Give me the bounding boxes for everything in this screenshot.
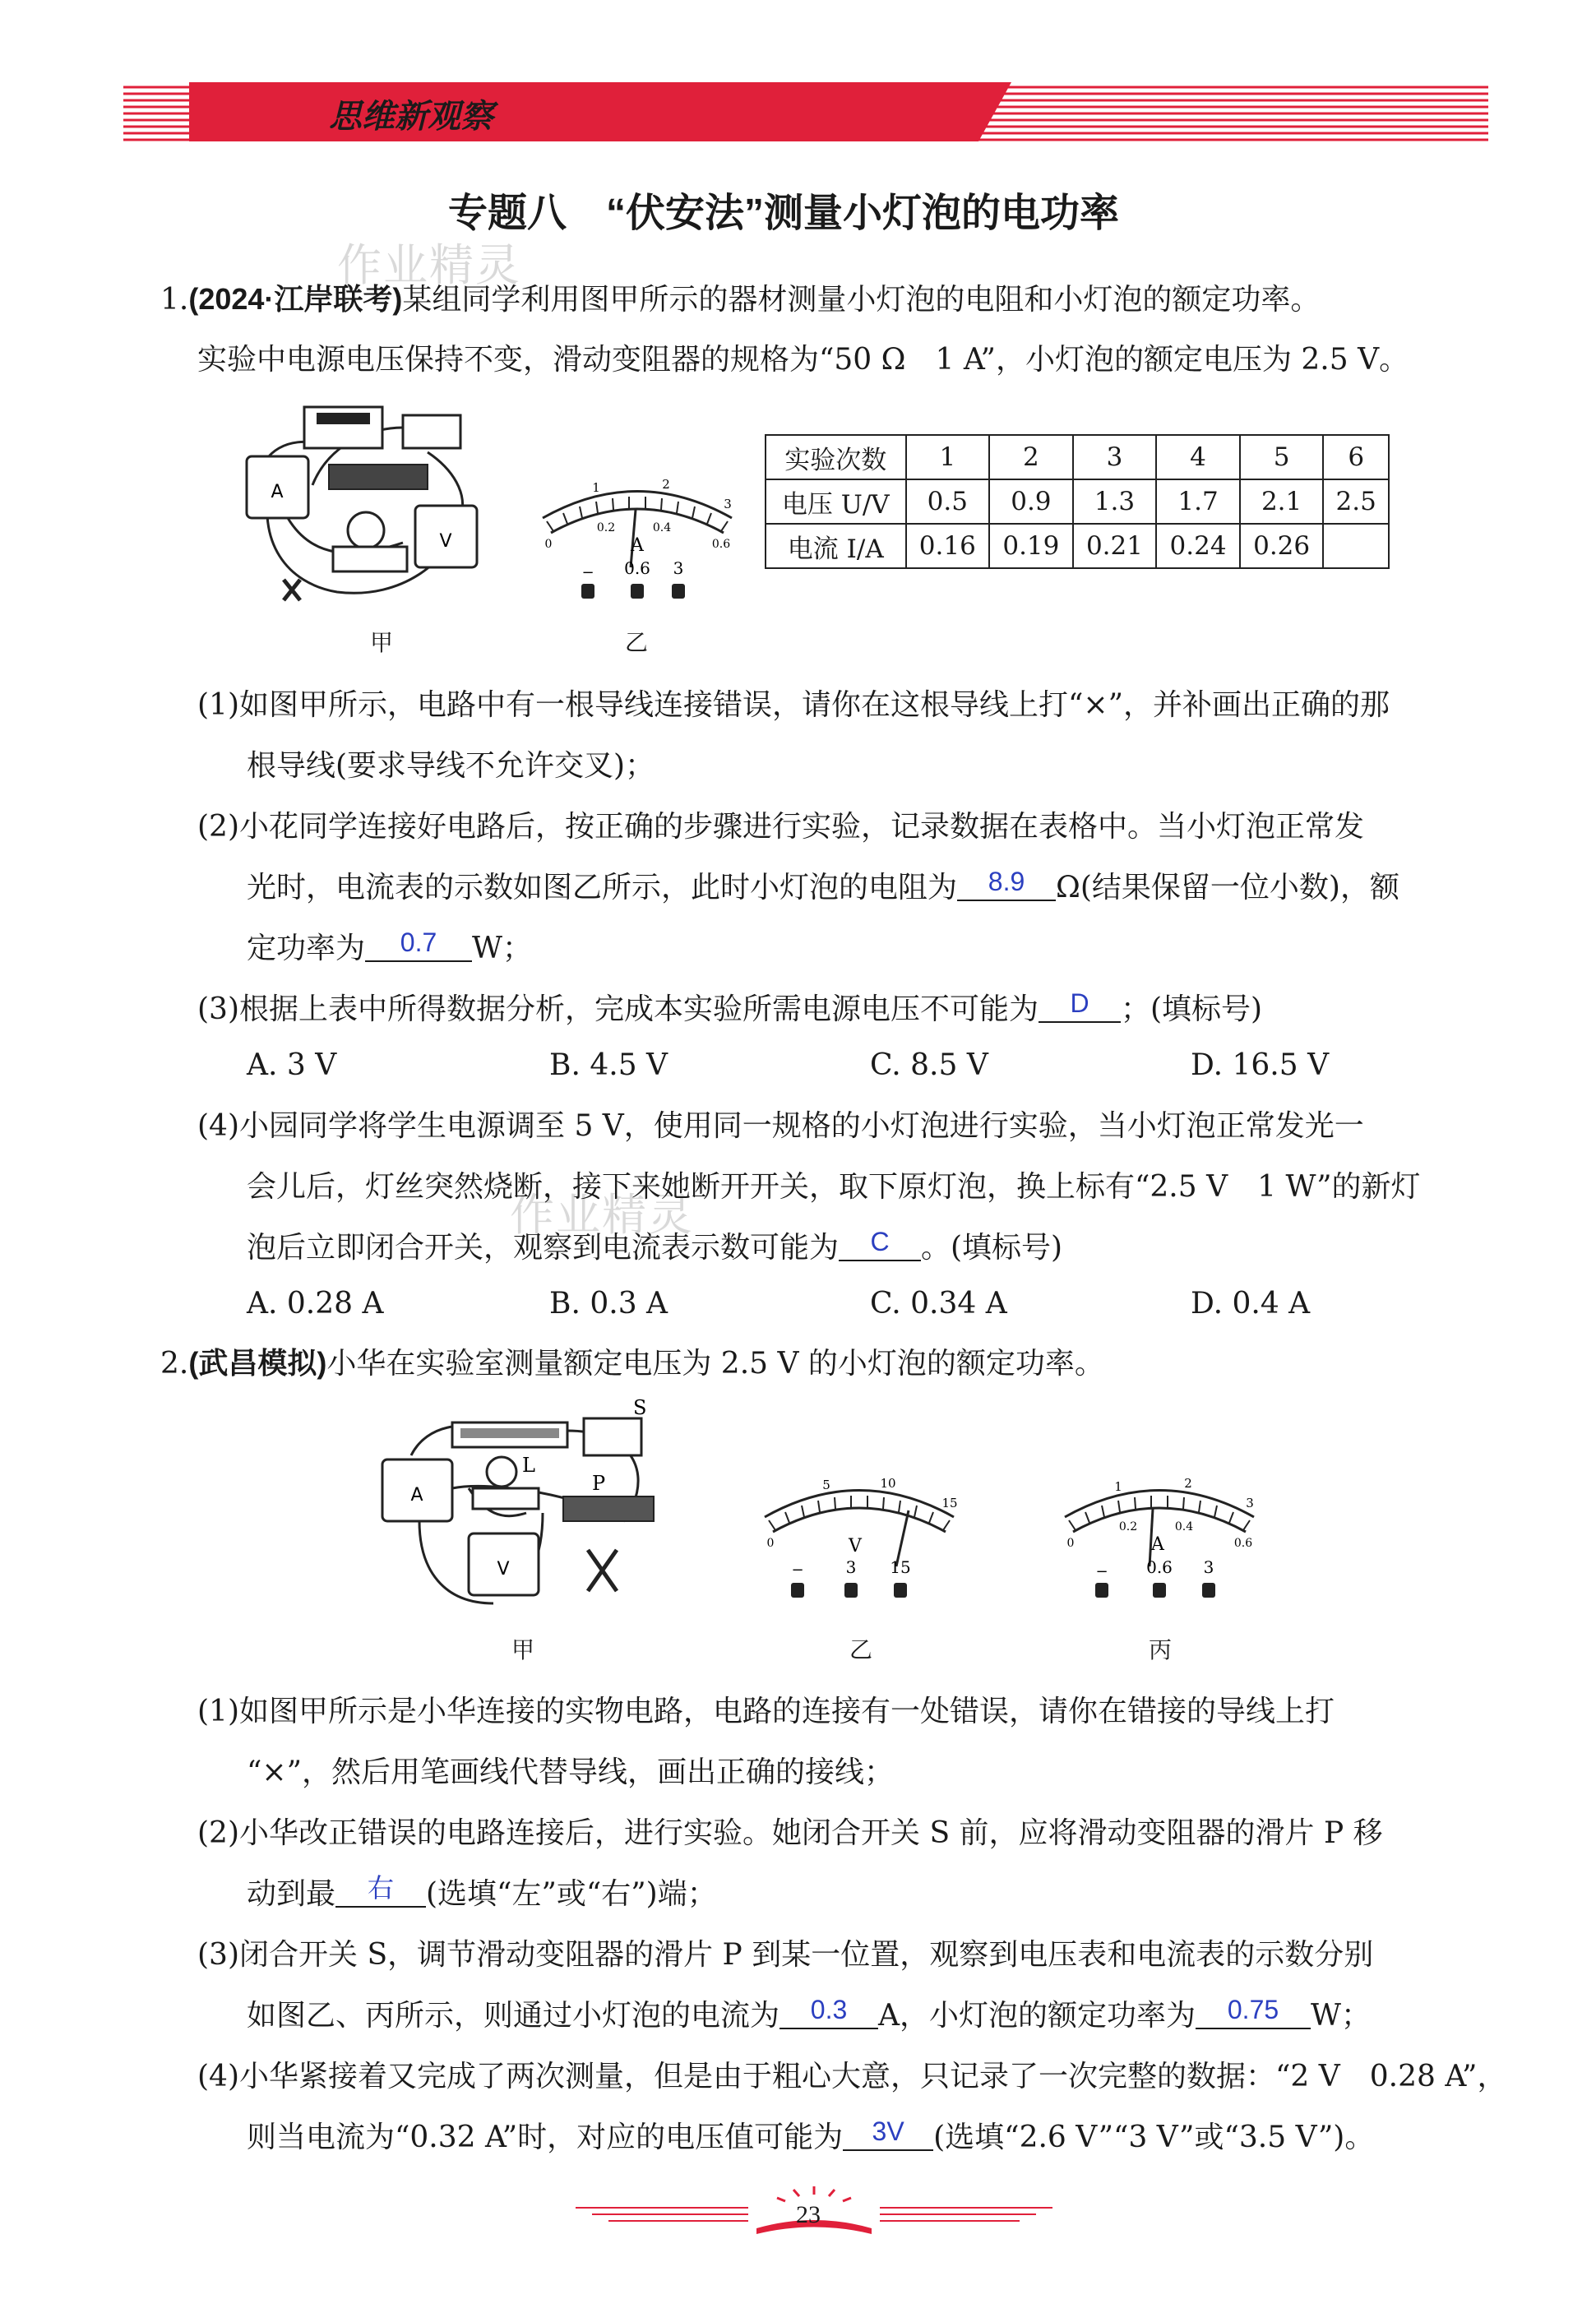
q2-p4-text: (选填“2.6 V”“3 V”或“3.5 V”)。 (933, 2121, 1375, 2154)
q2-ammeter-terminal: − (1095, 1563, 1108, 1580)
q2-voltmeter-bottom-tick: 0 (766, 1537, 775, 1550)
svg-text:V: V (439, 531, 452, 552)
q1-p2-line3 (247, 927, 533, 969)
q2-voltmeter-top-tick: 15 (941, 1496, 958, 1510)
q1-p4-line2: 会儿后，灯丝突然烧断，接下来她断开开关，取下原灯泡，换上标有“2.5 V 1 W”的新灯 (247, 1170, 1421, 1204)
q1-p4-option-d: D. 0.4 A (1191, 1287, 1311, 1321)
q1-ammeter-bottom-tick: 0 (544, 538, 553, 551)
q1-fig-jia-caption: 甲 (370, 629, 394, 656)
table-cell: 1.7 (1156, 479, 1240, 524)
q1-p3-option-b: B. 4.5 V (549, 1048, 668, 1082)
q2-ammeter-bottom-tick: 0.4 (1174, 1520, 1194, 1533)
q1-ammeter-top-tick: 3 (724, 497, 732, 511)
q1-stem-line1 (160, 281, 1320, 318)
table-cell: 1.3 (1073, 479, 1157, 524)
table-cell: 0.5 (906, 479, 990, 524)
q1-p4-line1: (4)小园同学将学生电源调至 5 V，使用同一规格的小灯泡进行实验，当小灯泡正常发光一 (197, 1109, 1364, 1143)
q2-p1-line2: “×”，然后用笔画线代替导线，画出正确的接线； (247, 1755, 894, 1789)
q2-p4-text: 则当电流为“0.32 A”时，对应的电压值可能为 (247, 2121, 844, 2154)
svg-text:A: A (410, 1485, 423, 1506)
svg-text:A: A (271, 482, 284, 502)
q1-source: (2024·江岸联考) (188, 282, 403, 316)
q1-p3-option-d: D. 16.5 V (1191, 1048, 1330, 1082)
q1-p4-option-b: B. 0.3 A (549, 1287, 668, 1321)
q1-p2-text: W； (472, 932, 533, 965)
q1-p1-line1: (1)如图甲所示，电路中有一根导线连接错误，请你在这根导线上打“×”，并补画出正确的那 (197, 688, 1390, 722)
q2-ammeter-unit: A (1151, 1534, 1164, 1555)
q1-p3-line1 (197, 988, 1263, 1029)
q2-ammeter-bottom-tick: 0 (1066, 1537, 1075, 1550)
q2-p1-line1: (1)如图甲所示是小华连接的实物电路，电路的连接有一处错误，请你在错接的导线上打 (197, 1695, 1335, 1728)
q1-p2-line2 (247, 867, 1399, 908)
q1-p4-line3 (247, 1227, 1063, 1268)
table-header-cell: 4 (1156, 435, 1240, 479)
q1-p4-text: 泡后立即闭合开关，观察到电流表示数可能为 (247, 1231, 840, 1265)
q1-p2-text: Ω(结果保留一位小数)，额 (1056, 871, 1399, 904)
q1-circuit-figure (238, 395, 485, 608)
q2-p3-answer-power: 0.75 (1196, 1991, 1311, 2029)
header-banner (123, 82, 1488, 141)
q1-ammeter-figure (530, 469, 744, 608)
page-number: 23 (796, 2201, 821, 2228)
table-cell: 2.1 (1240, 479, 1324, 524)
table-header-cell: 2 (989, 435, 1073, 479)
q2-p4-line1: (4)小华紧接着又完成了两次测量，但是由于粗心大意，只记录了一次完整的数据：“2 V 0.28 A”， (197, 2060, 1507, 2093)
q1-p3-answer: D (1039, 985, 1121, 1023)
q2-voltmeter-terminal: − (791, 1561, 804, 1579)
q2-ammeter-figure (1052, 1468, 1266, 1607)
q2-source: (武昌模拟) (188, 1346, 327, 1380)
q1-p1-line2: 根导线(要求导线不允许交叉)； (247, 749, 655, 783)
table-cell: 0.26 (1240, 524, 1324, 568)
q1-p2-answer-power: 0.7 (365, 924, 472, 962)
q1-p2-answer-resistance: 8.9 (957, 863, 1056, 901)
q2-ammeter-bottom-tick: 0.6 (1233, 1537, 1253, 1550)
q2-voltmeter-figure (752, 1468, 966, 1607)
q1-p2-line1: (2)小花同学连接好电路后，按正确的步骤进行实验，记录数据在表格中。当小灯泡正常发 (197, 810, 1364, 844)
table-header-cell: 1 (906, 435, 990, 479)
q2-stem (160, 1345, 1104, 1382)
table-row (766, 524, 1389, 568)
q2-lamp-label: L (522, 1454, 535, 1477)
q2-p4-answer: 3V (843, 2113, 933, 2151)
q2-voltmeter-terminal: 3 (845, 1557, 857, 1577)
q1-p4-answer: C (839, 1224, 921, 1261)
q1-p2-text: 定功率为 (247, 932, 366, 965)
q2-circuit-figure (378, 1398, 666, 1620)
q2-p3-line2 (247, 1995, 1372, 2036)
q2-p2-answer: 右 (335, 1870, 426, 1908)
q2-slider-label: P (592, 1472, 606, 1495)
footer-ornament (567, 2183, 1061, 2241)
table-cell: 2.5 (1323, 479, 1389, 524)
q1-ammeter-top-tick: 2 (662, 477, 670, 492)
q2-p4-line2 (247, 2116, 1375, 2158)
q2-fig-yi-caption: 乙 (849, 1636, 873, 1663)
q2-ammeter-terminal: 3 (1203, 1557, 1214, 1577)
table-cell: 电压 U/V (766, 479, 906, 524)
table-cell: 0.24 (1156, 524, 1240, 568)
table-cell (1323, 524, 1389, 568)
watermark: 作业精灵 (337, 239, 521, 291)
q1-ammeter-bottom-tick: 0.4 (652, 521, 672, 534)
q2-ammeter-top-tick: 2 (1184, 1476, 1192, 1491)
page-title: 专题八 “伏安法”测量小灯泡的电功率 (448, 192, 1120, 235)
q2-p3-text: A，小灯泡的额定功率为 (878, 1999, 1196, 2033)
q2-p2-line1: (2)小华改正错误的电路连接后，进行实验。她闭合开关 S 前，应将滑动变阻器的滑片 P 移 (197, 1816, 1383, 1850)
q1-ammeter-terminal: 0.6 (624, 558, 650, 578)
q2-ammeter-terminal: 0.6 (1146, 1557, 1173, 1577)
q1-stem-text: 某组同学利用图甲所示的器材测量小灯泡的电阻和小灯泡的额定功率。 (402, 283, 1321, 317)
table-cell: 0.19 (989, 524, 1073, 568)
q2-p2-line2 (247, 1873, 717, 1914)
q1-p4-text: 。(填标号) (921, 1231, 1063, 1265)
q1-ammeter-terminal: 3 (673, 558, 684, 578)
q2-voltmeter-top-tick: 5 (822, 1478, 830, 1492)
q2-stem-text: 小华在实验室测量额定电压为 2.5 V 的小灯泡的额定功率。 (326, 1347, 1104, 1381)
table-cell: 0.9 (989, 479, 1073, 524)
q1-p4-option-a: A. 0.28 A (247, 1287, 384, 1321)
q2-ammeter-top-tick: 3 (1246, 1496, 1254, 1510)
q2-fig-bing-caption: 丙 (1149, 1636, 1173, 1663)
table-cell: 0.21 (1073, 524, 1157, 568)
q1-p4-option-c: C. 0.34 A (870, 1287, 1007, 1321)
q1-p3-option-a: A. 3 V (247, 1048, 337, 1082)
q2-p3-line1: (3)闭合开关 S，调节滑动变阻器的滑片 P 到某一位置，观察到电压表和电流表的示数分别 (197, 1938, 1374, 1972)
q2-voltmeter-terminal: 15 (890, 1557, 911, 1577)
q2-p3-text: 如图乙、丙所示，则通过小灯泡的电流为 (247, 1999, 780, 2033)
q2-voltmeter-top-tick: 10 (880, 1476, 896, 1491)
header-stripes (123, 82, 1488, 141)
q2-fig-jia-caption: 甲 (511, 1636, 535, 1663)
q1-stem-line2: 实验中电源电压保持不变，滑动变阻器的规格为“50 Ω 1 A”，小灯泡的额定电压为 2.5 V。 (197, 343, 1409, 377)
q2-ammeter-bottom-tick: 0.2 (1118, 1520, 1138, 1533)
table-row (766, 479, 1389, 524)
table-header-cell: 6 (1323, 435, 1389, 479)
q2-switch-label: S (633, 1398, 647, 1419)
q2-p2-text: (选填“左”或“右”)端； (426, 1877, 717, 1911)
table-header-row (766, 435, 1389, 479)
q2-ammeter-top-tick: 1 (1114, 1479, 1122, 1494)
svg-text:V: V (497, 1559, 510, 1580)
header-banner-text: 思维新观察 (329, 97, 493, 136)
q1-data-table (765, 434, 1390, 569)
table-header-cell: 实验次数 (766, 435, 906, 479)
table-cell: 电流 I/A (766, 524, 906, 568)
q1-fig-yi-caption: 乙 (625, 629, 649, 656)
q1-p3-option-c: C. 8.5 V (870, 1048, 988, 1082)
table-header-cell: 3 (1073, 435, 1157, 479)
q1-p3-text: (3)根据上表中所得数据分析，完成本实验所需电源电压不可能为 (197, 992, 1039, 1026)
q1-number: 1. (160, 283, 189, 317)
q1-ammeter-top-tick: 1 (592, 480, 600, 495)
q1-p3-text: ；(填标号) (1121, 992, 1263, 1026)
q1-ammeter-terminal: − (581, 564, 594, 581)
q2-number: 2. (160, 1347, 189, 1381)
table-header-cell: 5 (1240, 435, 1324, 479)
q2-p3-text: W； (1311, 1999, 1372, 2033)
q2-voltmeter-unit: V (849, 1536, 862, 1557)
q1-ammeter-bottom-tick: 0.2 (596, 521, 616, 534)
q2-p2-text: 动到最 (247, 1877, 336, 1911)
table-cell: 0.16 (906, 524, 990, 568)
q2-p3-answer-current: 0.3 (779, 1991, 878, 2029)
q1-ammeter-bottom-tick: 0.6 (711, 538, 731, 551)
q1-ammeter-unit: A (631, 535, 644, 556)
q1-p2-text: 光时，电流表的示数如图乙所示，此时小灯泡的电阻为 (247, 871, 958, 904)
watermark: 作业精灵 (510, 1189, 694, 1241)
